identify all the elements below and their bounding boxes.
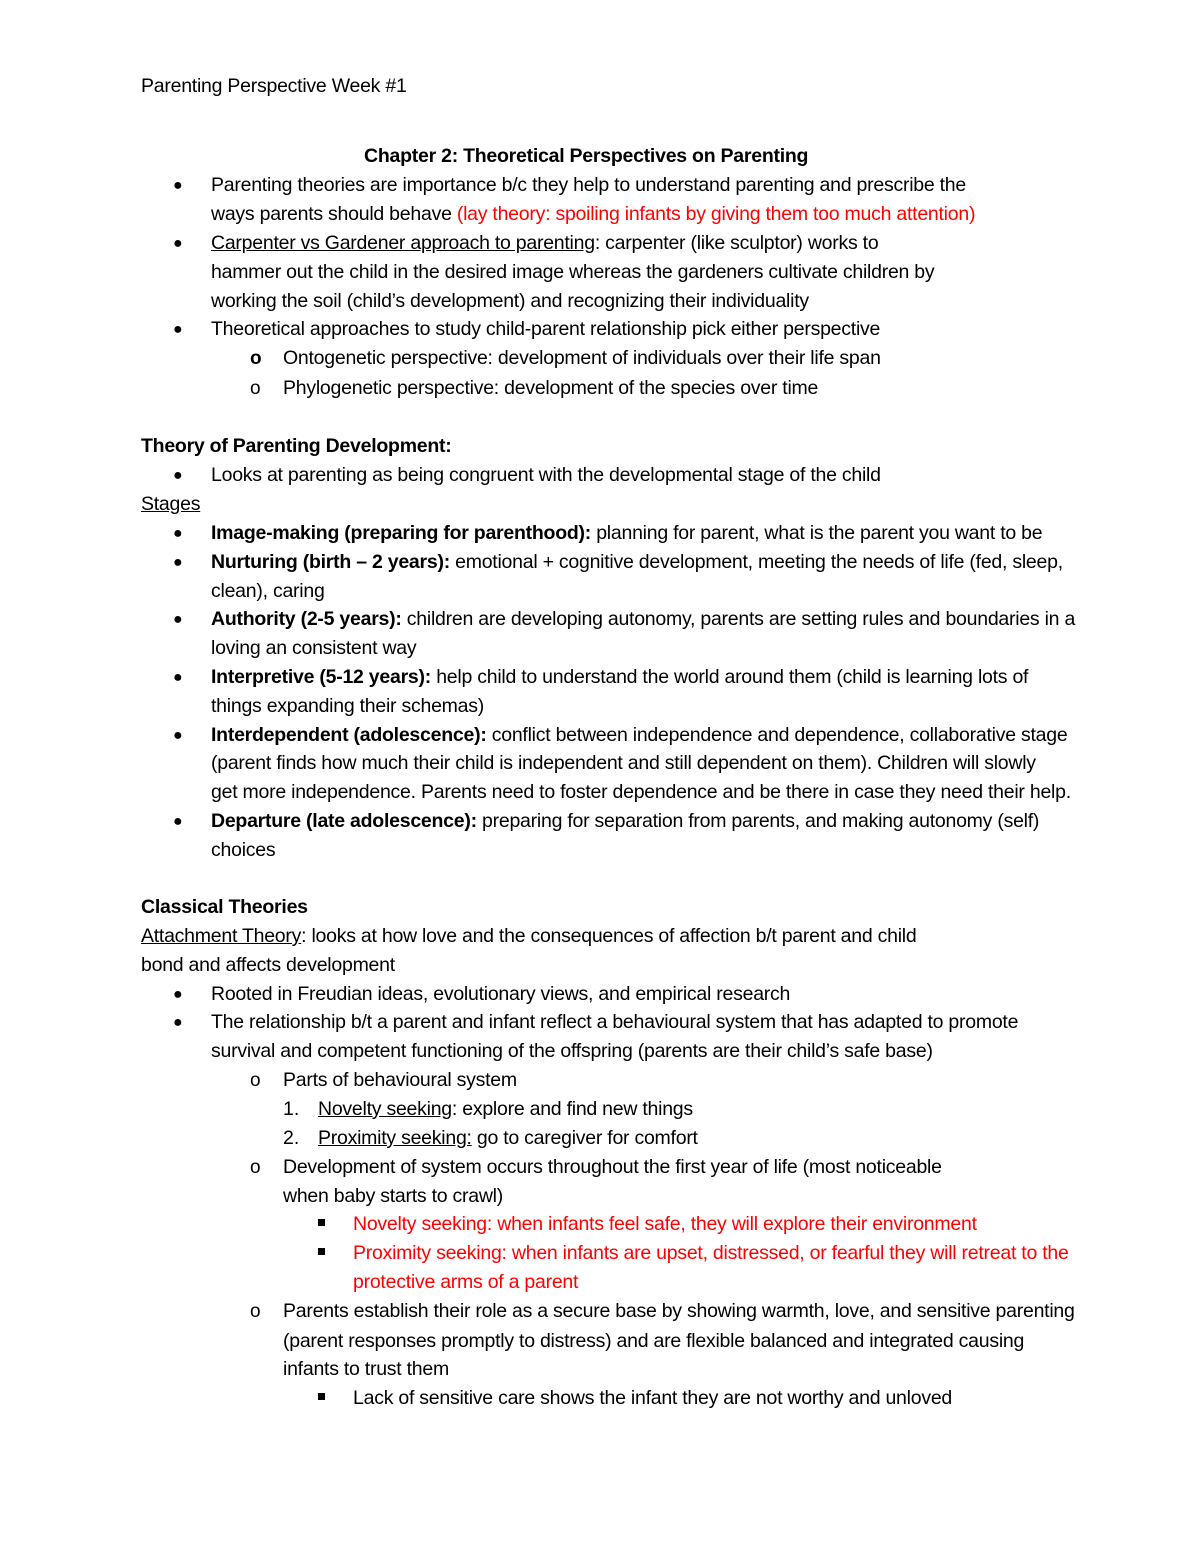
bullet-icon: ●	[173, 669, 183, 686]
secure-base-line3: infants to trust them	[283, 1358, 449, 1380]
phylogenetic-perspective: Phylogenetic perspective: development of the species over time	[283, 377, 819, 399]
list-number: 2.	[283, 1127, 300, 1149]
system-development-line1: Development of system occurs throughout the first year of life (most noticeable	[283, 1156, 942, 1178]
attachment-theory-line1	[141, 922, 916, 951]
stage-term: Nurturing (birth – 2 years):	[211, 551, 450, 573]
ontogenetic-perspective: Ontogenetic perspective: development of individuals over their life span	[283, 347, 881, 369]
stage-nurturing	[211, 548, 1063, 577]
stage-interpretive-line2: things expanding their schemas)	[211, 695, 484, 717]
bullet-icon: ●	[173, 525, 183, 542]
stage-desc: emotional + cognitive development, meeting the needs of life (fed, sleep,	[449, 551, 1063, 573]
bullet-icon: ●	[173, 235, 183, 252]
bullet-icon: ●	[173, 321, 183, 338]
classical-b2-line1: The relationship b/t a parent and infant reflect a behavioural system that has adapted to promote	[211, 1011, 1019, 1033]
stage-term: Interdependent (adolescence):	[211, 724, 487, 746]
bullet-icon: ●	[173, 177, 183, 194]
secure-base-line2: (parent responses promptly to distress) and are flexible balanced and integrated causing	[283, 1330, 1025, 1352]
list-number: 1.	[283, 1098, 300, 1120]
stage-desc: preparing for separation from parents, and making autonomy (self)	[476, 810, 1040, 832]
novelty-seeking-item	[318, 1095, 693, 1124]
stage-desc: help child to understand the world around them (child is learning lots of	[431, 666, 1029, 688]
stage-departure	[211, 807, 1039, 836]
ch2-b1-line1: Parenting theories are importance b/c they help to understand parenting and prescribe the	[211, 174, 966, 196]
secure-base-line1: Parents establish their role as a secure base by showing warmth, love, and sensitive parenting	[283, 1300, 1075, 1322]
ch2-b2-line1	[211, 229, 878, 258]
ch2-b2-line3: working the soil (child’s development) and recognizing their individuality	[211, 290, 809, 312]
bullet-icon: ●	[173, 727, 183, 744]
stage-interpretive	[211, 663, 1028, 692]
ch2-b2-line2: hammer out the child in the desired image whereas the gardeners cultivate children by	[211, 261, 935, 283]
stage-image-making	[211, 519, 1042, 548]
classical-b1: Rooted in Freudian ideas, evolutionary views, and empirical research	[211, 983, 791, 1005]
stage-term: Image-making (preparing for parenthood):	[211, 522, 592, 544]
stage-term: Authority (2-5 years):	[211, 608, 402, 630]
proximity-seeking-item	[318, 1124, 698, 1153]
ch2-b2-line1-rest: : carpenter (like sculptor) works to	[594, 232, 879, 254]
stage-nurturing-line2: clean), caring	[211, 580, 325, 602]
circle-bullet-icon: o	[250, 348, 262, 369]
ch2-b3-line1: Theoretical approaches to study child-parent relationship pick either perspective	[211, 318, 881, 340]
stage-desc: planning for parent, what is the parent you want to be	[591, 522, 1043, 544]
stage-departure-line2: choices	[211, 839, 276, 861]
behavioural-system-parts: Parts of behavioural system	[283, 1069, 517, 1091]
lack-of-care-note: Lack of sensitive care shows the infant they are not worthy and unloved	[353, 1387, 953, 1409]
stage-interdependent-line2: (parent finds how much their child is independent and still dependent on them). Children will slowly	[211, 752, 1036, 774]
system-development-line2: when baby starts to crawl)	[283, 1185, 504, 1207]
stage-desc: children are developing autonomy, parents are setting rules and boundaries in a	[401, 608, 1076, 630]
proximity-seeking-note-line2: protective arms of a parent	[353, 1271, 579, 1293]
proximity-seeking-term: Proximity seeking:	[318, 1127, 472, 1149]
square-bullet-icon	[318, 1393, 325, 1400]
document-title: Parenting Perspective Week #1	[141, 75, 407, 97]
carpenter-gardener-term: Carpenter vs Gardener approach to parenting	[211, 232, 595, 254]
stage-term: Interpretive (5-12 years):	[211, 666, 432, 688]
stage-authority	[211, 605, 1075, 634]
attachment-theory-line2: bond and affects development	[141, 954, 395, 976]
lay-theory-note: (lay theory: spoiling infants by giving them too much attention)	[456, 203, 976, 225]
attachment-theory-term: Attachment Theory	[141, 925, 302, 947]
novelty-seeking-desc: : explore and find new things	[451, 1098, 693, 1120]
attachment-theory-desc: : looks at how love and the consequences of affection b/t parent and child	[301, 925, 917, 947]
stage-interdependent-line3: get more independence. Parents need to foster dependence and be there in case they need their help.	[211, 781, 1071, 803]
circle-bullet-icon: o	[250, 1301, 261, 1322]
stages-label: Stages	[141, 493, 201, 515]
square-bullet-icon	[318, 1248, 325, 1255]
tpd-b1: Looks at parenting as being congruent with the developmental stage of the child	[211, 464, 881, 486]
bullet-icon: ●	[173, 467, 183, 484]
stage-interdependent	[211, 721, 1067, 750]
novelty-seeking-note: Novelty seeking: when infants feel safe, they will explore their environment	[353, 1213, 977, 1235]
square-bullet-icon	[318, 1219, 325, 1226]
stage-desc: conflict between independence and dependence, collaborative stage	[486, 724, 1068, 746]
bullet-icon: ●	[173, 813, 183, 830]
novelty-seeking-term: Novelty seeking	[318, 1098, 452, 1120]
stage-authority-line2: loving an consistent way	[211, 637, 417, 659]
circle-bullet-icon: o	[250, 1070, 261, 1091]
tpd-heading: Theory of Parenting Development:	[141, 435, 452, 457]
proximity-seeking-note-line1: Proximity seeking: when infants are upset, distressed, or fearful they will retreat to the	[353, 1242, 1069, 1264]
stage-term: Departure (late adolescence):	[211, 810, 477, 832]
classical-b2-line2: survival and competent functioning of the offspring (parents are their child’s safe base)	[211, 1040, 933, 1062]
bullet-icon: ●	[173, 554, 183, 571]
bullet-icon: ●	[173, 611, 183, 628]
bullet-icon: ●	[173, 986, 183, 1003]
proximity-seeking-desc: go to caregiver for comfort	[471, 1127, 698, 1149]
circle-bullet-icon: o	[250, 1157, 261, 1178]
ch2-b1-line2	[211, 200, 975, 229]
chapter-heading: Chapter 2: Theoretical Perspectives on Parenting	[364, 145, 809, 167]
bullet-icon: ●	[173, 1014, 183, 1031]
ch2-b1-line2-text: ways parents should behave	[211, 203, 457, 225]
circle-bullet-icon: o	[250, 378, 261, 399]
classical-heading: Classical Theories	[141, 896, 308, 918]
